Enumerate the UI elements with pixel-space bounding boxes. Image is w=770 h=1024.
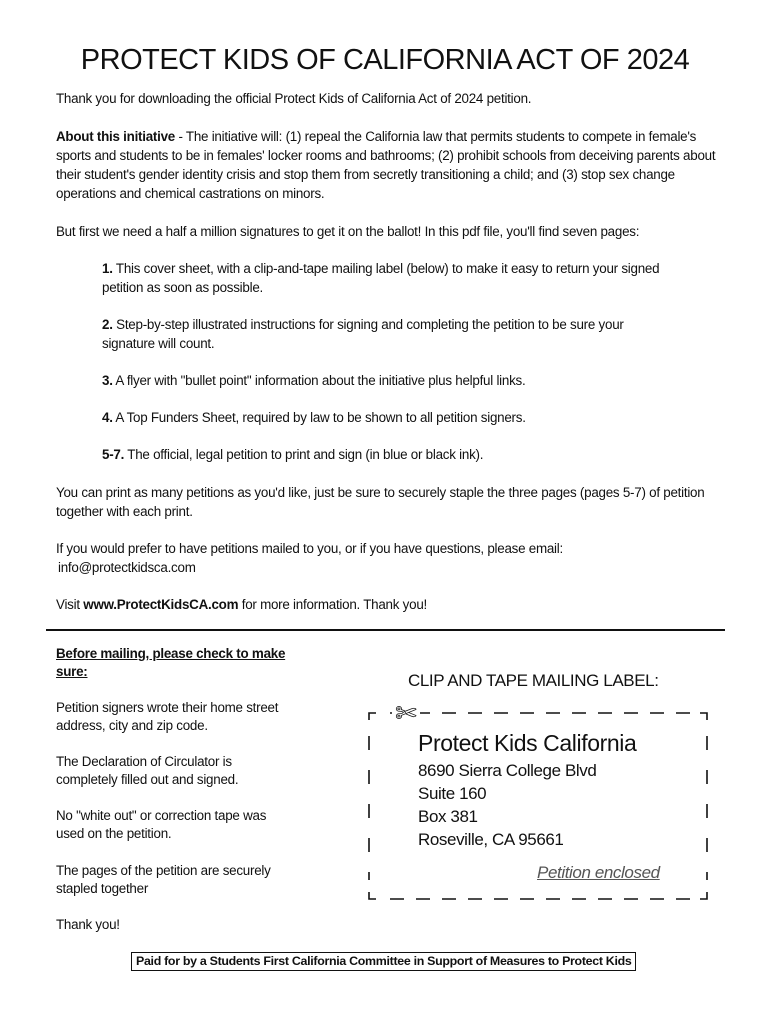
signatures-text: But first we need a half a million signatures to get it on the ballot! In this pdf file, you'll find seven pages: xyxy=(56,224,640,239)
visit-text xyxy=(56,595,724,614)
list-item-text: Step-by-step illustrated instructions for signing and completing the petition to be sure your signature will count. xyxy=(102,317,624,351)
list-item-number: 4. xyxy=(102,410,113,425)
intro-text: Thank you for downloading the official Protect Kids of California Act of 2024 petition. xyxy=(56,91,532,106)
section-divider xyxy=(46,629,725,631)
list-item-number: 5-7. xyxy=(102,447,125,462)
checklist-item: No "white out" or correction tape was used on the petition. xyxy=(56,808,267,841)
mailing-label-heading: CLIP AND TAPE MAILING LABEL: xyxy=(408,671,659,690)
petition-enclosed-note: Petition enclosed xyxy=(537,863,660,882)
website-link[interactable]: www.ProtectKidsCA.com xyxy=(83,597,239,612)
list-item-text: A Top Funders Sheet, required by law to be shown to all petition signers. xyxy=(112,410,526,425)
list-item xyxy=(102,259,662,297)
visit-suffix: for more information. Thank you! xyxy=(238,597,427,612)
paid-for-disclosure: Paid for by a Students First California Committee in Support of Measures to Protect Kids xyxy=(131,952,636,971)
list-item-text: The official, legal petition to print and sign (in blue or black ink). xyxy=(124,447,484,462)
email-address[interactable]: info@protectkidsca.com xyxy=(58,560,196,575)
list-item xyxy=(102,445,662,464)
page-title: PROTECT KIDS OF CALIFORNIA ACT OF 2024 xyxy=(80,44,690,76)
list-item-text: A flyer with "bullet point" information about the initiative plus helpful links. xyxy=(112,373,526,388)
recipient-name: Protect Kids California xyxy=(418,730,637,756)
list-item xyxy=(102,371,662,390)
list-item-number: 1. xyxy=(102,261,113,276)
about-paragraph xyxy=(56,127,724,203)
checklist-item: The pages of the petition are securely stapled together xyxy=(56,863,271,896)
list-item xyxy=(102,315,662,353)
list-item-number: 3. xyxy=(102,373,113,388)
address-line: Suite 160 xyxy=(418,784,487,803)
scissors-icon: ✄ xyxy=(392,700,420,726)
about-text: - The initiative will: (1) repeal the California law that permits students to compete in female's sports and students to be in females' locker rooms and bathrooms; (2) prohibit schools from deceiving parents about their student's gender identity crisis and stop them from secretly transitioning a child; and (3) stop sex change operations and chemical castrations on minors. xyxy=(56,129,716,201)
checklist-item: Thank you! xyxy=(56,917,120,932)
list-item-text: This cover sheet, with a clip-and-tape mailing label (below) to make it easy to return your signed petition as soon as possible. xyxy=(102,261,660,295)
address-line: 8690 Sierra College Blvd xyxy=(418,761,597,780)
checklist-item: Petition signers wrote their home street address, city and zip code. xyxy=(56,700,279,733)
checklist-item: The Declaration of Circulator is completely filled out and signed. xyxy=(56,754,239,787)
address-line: Roseville, CA 95661 xyxy=(418,830,564,849)
about-lead: About this initiative xyxy=(56,129,175,144)
checklist-title: Before mailing, please check to make sure: xyxy=(56,646,286,679)
list-item xyxy=(102,408,662,427)
list-item-number: 2. xyxy=(102,317,113,332)
address-line: Box 381 xyxy=(418,807,478,826)
email-text: If you would prefer to have petitions mailed to you, or if you have questions, please email: xyxy=(56,541,563,556)
visit-prefix: Visit xyxy=(56,597,84,612)
print-instructions: You can print as many petitions as you'd like, just be sure to securely staple the three pages (pages 5-7) of petition together with each print. xyxy=(56,485,705,519)
